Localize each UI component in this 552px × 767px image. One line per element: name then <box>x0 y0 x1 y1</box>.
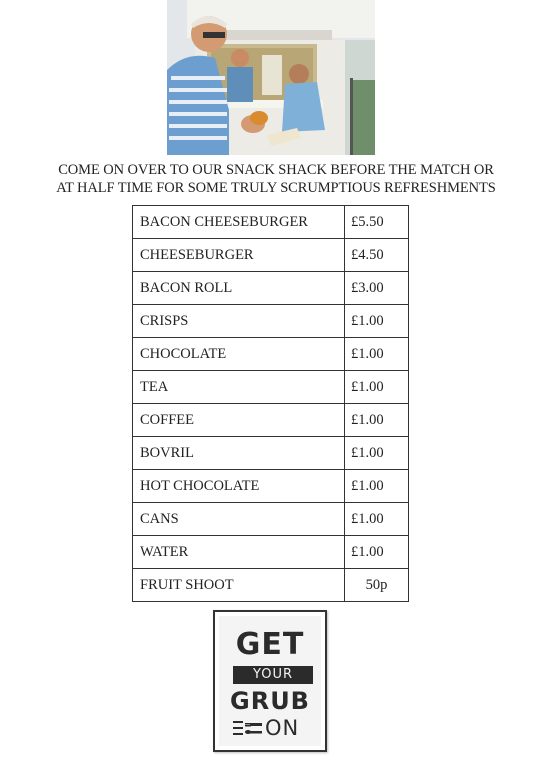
menu-item-name: TEA <box>133 371 345 404</box>
table-row <box>133 503 409 536</box>
sign-on-row <box>233 716 313 740</box>
menu-item-price: £1.00 <box>345 437 409 470</box>
menu-item-price: £4.50 <box>345 239 409 272</box>
price-list-table <box>132 205 409 602</box>
menu-item-price: £1.00 <box>345 470 409 503</box>
intro-line-2: AT HALF TIME FOR SOME TRULY SCRUMPTIOUS REFRESHMENTS <box>56 180 496 196</box>
table-row <box>133 371 409 404</box>
table-row <box>133 569 409 602</box>
snack-shack-photo <box>167 0 375 155</box>
menu-item-name: BACON ROLL <box>133 272 345 305</box>
sign-grub-text: GRUB <box>230 687 310 715</box>
menu-item-name: CRISPS <box>133 305 345 338</box>
table-row <box>133 239 409 272</box>
table-row <box>133 305 409 338</box>
table-row <box>133 272 409 305</box>
menu-item-name: HOT CHOCOLATE <box>133 470 345 503</box>
menu-item-name: COFFEE <box>133 404 345 437</box>
sign-panel <box>219 616 321 746</box>
table-row <box>133 338 409 371</box>
intro-text <box>0 161 552 197</box>
menu-item-name: CHEESEBURGER <box>133 239 345 272</box>
menu-item-price: £1.00 <box>345 305 409 338</box>
menu-item-price: £1.00 <box>345 503 409 536</box>
menu-item-name: BOVRIL <box>133 437 345 470</box>
menu-item-name: BACON CHEESEBURGER <box>133 206 345 239</box>
menu-item-price: £1.00 <box>345 338 409 371</box>
menu-item-price: 50p <box>345 569 409 602</box>
cutlery-icon <box>233 720 263 736</box>
menu-item-name: CANS <box>133 503 345 536</box>
table-row <box>133 404 409 437</box>
table-row <box>133 437 409 470</box>
sign-on-text: ON <box>265 716 300 740</box>
menu-item-price: £1.00 <box>345 371 409 404</box>
sign-your-banner: YOUR <box>233 666 313 684</box>
snack-shack-photo-illustration <box>167 0 375 155</box>
menu-item-price: £3.00 <box>345 272 409 305</box>
get-your-grub-on-sign <box>213 610 327 752</box>
menu-item-name: FRUIT SHOOT <box>133 569 345 602</box>
menu-item-name: WATER <box>133 536 345 569</box>
intro-line-1: COME ON OVER TO OUR SNACK SHACK BEFORE THE MATCH OR <box>58 162 494 178</box>
table-row <box>133 536 409 569</box>
menu-item-price: £1.00 <box>345 536 409 569</box>
menu-item-price: £5.50 <box>345 206 409 239</box>
sign-get-text: GET <box>235 627 305 662</box>
menu-item-name: CHOCOLATE <box>133 338 345 371</box>
table-row <box>133 206 409 239</box>
menu-item-price: £1.00 <box>345 404 409 437</box>
table-row <box>133 470 409 503</box>
